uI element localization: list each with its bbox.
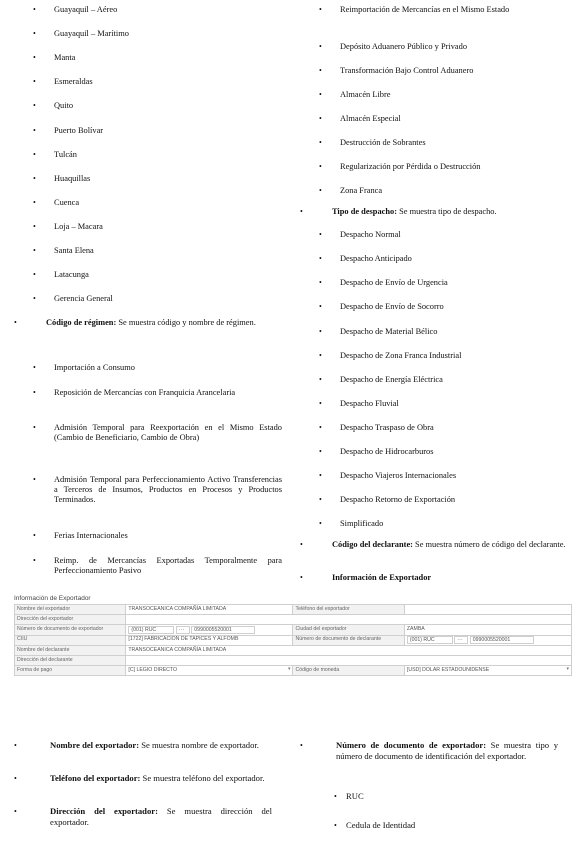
list-item: • Reimportación de Mercancías en el Mismo Estado (300, 5, 570, 15)
list-item (300, 740, 558, 762)
label-ciudad-exportador: Ciudad del exportador (293, 625, 404, 635)
regimen-heading-text: Se muestra código y nombre de régimen. (116, 318, 256, 327)
list-item: • Transformación Bajo Control Aduanero (300, 66, 570, 76)
codigo-moneda-value: [USD] DOLAR ESTADOUNIDENSE (406, 666, 490, 673)
field-direccion-declarante[interactable] (126, 655, 572, 665)
exportador-heading (300, 573, 570, 583)
list-item: • Cedula de Identidad (300, 820, 558, 831)
list-item: • Despacho de Hidrocarburos (300, 447, 570, 457)
list-item: • Importación a Consumo (14, 363, 282, 373)
list-item-text: Se muestra nombre de exportador. (139, 740, 259, 750)
list-item: • Almacén Especial (300, 114, 570, 124)
list-item: • Huaquillas (14, 174, 282, 184)
list-item: • Tulcán (14, 150, 282, 160)
field-ciiu[interactable]: [1722] FABRICACION DE TAPICES Y ALFOMB (126, 635, 293, 645)
list-item: • Despacho Retorno de Exportación (300, 495, 570, 505)
list-item: • Reposición de Mercancías con Franquicia Arancelaria (14, 388, 282, 398)
list-item: • Almacén Libre (300, 90, 570, 100)
list-item: • Cuenca (14, 198, 282, 208)
label-codigo-moneda: Código de moneda (293, 666, 404, 676)
list-item: • Loja – Macara (14, 222, 282, 232)
field-documento-declarante[interactable] (404, 635, 571, 645)
tipo-documento-select[interactable]: (001) RUC (128, 626, 174, 634)
field-nombre-exportador[interactable]: TRANSOCEANICA COMPAÑÍA LIMITADA (126, 605, 293, 615)
tipo-documento-declarante-select[interactable]: (001) RUC (407, 636, 453, 644)
list-item: • Esmeraldas (14, 77, 282, 87)
form-row (15, 615, 572, 625)
list-item: • Simplificado (300, 519, 570, 529)
form-row (15, 655, 572, 665)
list-item-text: Se muestra tipo y número de documento de identificación del exportador. (336, 740, 558, 761)
field-telefono-exportador[interactable] (404, 605, 571, 615)
list-item: • Guayaquil – Marítimo (14, 29, 282, 39)
lookup-icon[interactable]: ⋯ (454, 636, 468, 644)
chevron-down-icon: ▾ (287, 666, 291, 673)
form-row (15, 635, 572, 645)
label-documento-exportador: Número de documento de exportador (15, 625, 126, 635)
regimen-heading (14, 318, 282, 328)
declarante-heading-text: Se muestra número de código del declarante. (412, 540, 566, 549)
chevron-down-icon: ▾ (566, 666, 569, 673)
field-nombre-declarante[interactable]: TRANSOCEANICA COMPAÑÍA LIMITADA (126, 645, 572, 655)
list-item: • Despacho Traspaso de Obra (300, 423, 570, 433)
list-item: • Despacho de Zona Franca Industrial (300, 351, 570, 361)
list-item: • Despacho de Material Bélico (300, 327, 570, 337)
numero-documento-declarante-input[interactable]: 0990005520001 (470, 636, 534, 644)
list-item-label: Teléfono del exportador: (50, 773, 141, 783)
form-title: Información de Exportador (14, 595, 91, 602)
list-item-label: Dirección del exportador: (50, 806, 158, 816)
codigo-moneda-select[interactable] (404, 666, 571, 676)
forma-pago-value: [C] LEGIO DIRECTO (128, 666, 178, 673)
field-ciudad-exportador[interactable]: ZAMBA (404, 625, 571, 635)
label-forma-pago: Forma de pago (15, 666, 126, 676)
list-item: • Manta (14, 53, 282, 63)
list-item: • Santa Elena (14, 246, 282, 256)
list-item: • Reimp. de Mercancías Exportadas Temporalmente para Perfeccionamiento Pasivo (14, 556, 282, 576)
list-item: • Quito (14, 101, 282, 111)
list-item: • Despacho de Energía Eléctrica (300, 375, 570, 385)
field-direccion-exportador[interactable] (126, 615, 572, 625)
label-telefono-exportador: Teléfono del exportador (293, 605, 404, 615)
forma-pago-select[interactable] (126, 666, 293, 676)
label-nombre-exportador: Nombre del exportador (15, 605, 126, 615)
list-item: • RUC (300, 791, 558, 802)
exportador-form (14, 594, 572, 676)
list-item-text: Se muestra teléfono del exportador. (140, 773, 265, 783)
list-item: • Despacho Viajeros Internacionales (300, 471, 570, 481)
exportador-heading-label: Información de Exportador (332, 573, 432, 582)
list-item-text: Se muestra dirección del exportador. (50, 806, 272, 827)
list-item-label: Número de documento de exportador: (336, 740, 487, 750)
list-item-label: Nombre del exportador: (50, 740, 140, 750)
regimen-heading-label: Código de régimen: (46, 318, 117, 327)
list-item: • Zona Franca (300, 186, 570, 196)
list-item: • Destrucción de Sobrantes (300, 138, 570, 148)
list-item: • Regularización por Pérdida o Destrucción (300, 162, 570, 172)
declarante-heading (300, 540, 570, 550)
list-item: • Gerencia General (14, 294, 282, 304)
list-item: • Admisión Temporal para Reexportación en el Mismo Estado (Cambio de Beneficiario, Cambio de Obra) (14, 423, 282, 443)
list-item: • Depósito Aduanero Público y Privado (300, 42, 570, 52)
list-item: • Despacho Anticipado (300, 254, 570, 264)
list-item: • Puerto Bolívar (14, 126, 282, 136)
form-row (15, 605, 572, 615)
despacho-heading-text: Se muestra tipo de despacho. (397, 207, 497, 216)
list-item: • Guayaquil – Aéreo (14, 5, 282, 15)
form-row (15, 625, 572, 635)
label-direccion-declarante: Dirección del declarante (15, 655, 126, 665)
list-item: • Admisión Temporal para Perfeccionamiento Activo Transferencias a Terceros de Insumos, Productos en Procesos y Productos Terminados. (14, 475, 282, 505)
form-table (14, 604, 572, 676)
list-item: • Despacho Normal (300, 230, 570, 240)
label-documento-declarante: Número de documento de declarante (293, 635, 404, 645)
form-row (15, 666, 572, 676)
declarante-heading-label: Código del declarante: (332, 540, 413, 549)
list-item: • Latacunga (14, 270, 282, 280)
list-item (14, 806, 272, 828)
list-item: • Despacho de Envío de Urgencia (300, 278, 570, 288)
list-item: • Despacho de Envío de Socorro (300, 302, 570, 312)
list-item: • Ferias Internacionales (14, 531, 282, 541)
form-row (15, 645, 572, 655)
label-direccion-exportador: Dirección del exportador (15, 615, 126, 625)
list-item (14, 773, 272, 784)
list-item (14, 740, 272, 751)
label-ciiu: CIIU (15, 635, 126, 645)
field-documento-exportador[interactable] (126, 625, 293, 635)
numero-documento-input[interactable]: 0990005520001 (191, 626, 255, 634)
label-nombre-declarante: Nombre del declarante (15, 645, 126, 655)
list-item: • Despacho Fluvial (300, 399, 570, 409)
lookup-icon[interactable]: ⋯ (176, 626, 190, 634)
despacho-heading (300, 207, 570, 217)
despacho-heading-label: Tipo de despacho: (332, 207, 398, 216)
